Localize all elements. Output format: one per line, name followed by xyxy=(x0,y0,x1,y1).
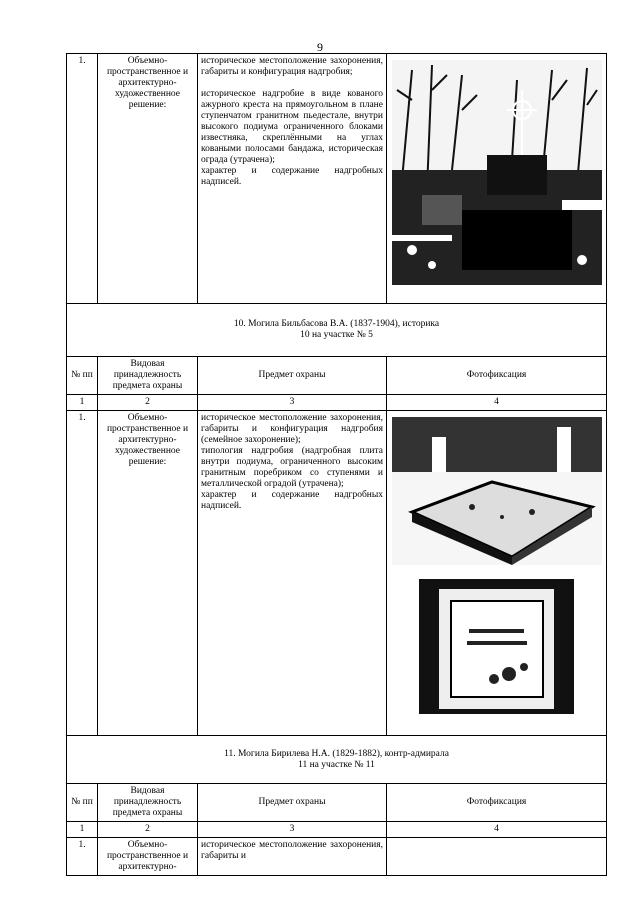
section-title-line: 10. Могила Бильбасова В.А. (1837-1904), историка xyxy=(233,319,440,329)
header-row xyxy=(67,784,607,822)
subject-text: историческое надгробие в виде кованого ажурного креста на прямоугольном в плане ступенчатом гранитном пьедестале, внутри высокого подиума ограниченного блоками известняка, скреплёнными на углах коваными полосами бандажа, историческая ограда (утрачена); xyxy=(201,89,383,165)
header-num: № пп xyxy=(67,357,98,395)
header-subject: Предмет охраны xyxy=(198,357,387,395)
section-title xyxy=(67,304,607,357)
table-row xyxy=(67,54,607,304)
header-photo: Фотофиксация xyxy=(387,784,607,822)
numbering-row xyxy=(67,822,607,838)
col-number: 3 xyxy=(198,822,387,838)
table-row xyxy=(67,838,607,876)
row-number: 1. xyxy=(67,838,98,876)
section-title-line: 10 на участке № 5 xyxy=(300,330,373,340)
photo-cell xyxy=(387,54,607,304)
subject-text: типология надгробия (надгробная плита внутри подиума, ограниченного высоким гранитным поребриком со ступенями и металлической оградой (утрачена); xyxy=(201,446,383,489)
protection-table xyxy=(66,53,607,876)
kind-cell: Объемно-пространственное и архитектурно-художественное решение: xyxy=(98,54,198,304)
row-number: 1. xyxy=(67,411,98,736)
section-title-line: 11. Могила Бирилева Н.А. (1829-1882), контр-адмирала xyxy=(224,748,449,759)
section-title xyxy=(67,736,607,784)
header-photo: Фотофиксация xyxy=(387,357,607,395)
subject-cell xyxy=(198,411,387,736)
col-number: 2 xyxy=(98,822,198,838)
photo-grave-slab-wide xyxy=(392,417,602,565)
col-number: 1 xyxy=(67,822,98,838)
subject-cell xyxy=(198,54,387,304)
header-subject: Предмет охраны xyxy=(198,784,387,822)
col-number: 4 xyxy=(387,822,607,838)
kind-cell: Объемно-пространственное и архитектурно-художественное решение: xyxy=(98,411,198,736)
header-kind: Видовая принадлежность предмета охраны xyxy=(98,784,198,822)
col-number: 1 xyxy=(67,395,98,411)
table-row xyxy=(67,411,607,736)
photo-grave-slab-top xyxy=(419,579,574,714)
row-number: 1. xyxy=(67,54,98,304)
subject-text: характер и содержание надгробных надписей. xyxy=(201,166,383,187)
section-title-row xyxy=(67,304,607,357)
subject-text: историческое местоположение захоронения, габариты и конфигурация надгробия (семейное захоронение); xyxy=(201,413,383,445)
subject-text: характер и содержание надгробных надписей. xyxy=(201,490,383,511)
subject-text: историческое местоположение захоронения, габариты и конфигурация надгробия; xyxy=(201,56,383,77)
photo-cell xyxy=(387,411,607,736)
numbering-row xyxy=(67,395,607,411)
section-title-row xyxy=(67,736,607,784)
subject-cell: историческое местоположение захоронения, габариты и xyxy=(198,838,387,876)
col-number: 3 xyxy=(198,395,387,411)
kind-cell: Объемно-пространственное и архитектурно- xyxy=(98,838,198,876)
header-num: № пп xyxy=(67,784,98,822)
header-kind: Видовая принадлежность предмета охраны xyxy=(98,357,198,395)
col-number: 4 xyxy=(387,395,607,411)
col-number: 2 xyxy=(98,395,198,411)
section-title-line: 11 на участке № 11 xyxy=(298,759,375,770)
photo-grave-cross xyxy=(392,60,602,285)
header-row xyxy=(67,357,607,395)
page-number: 9 xyxy=(317,40,323,54)
photo-cell xyxy=(387,838,607,876)
